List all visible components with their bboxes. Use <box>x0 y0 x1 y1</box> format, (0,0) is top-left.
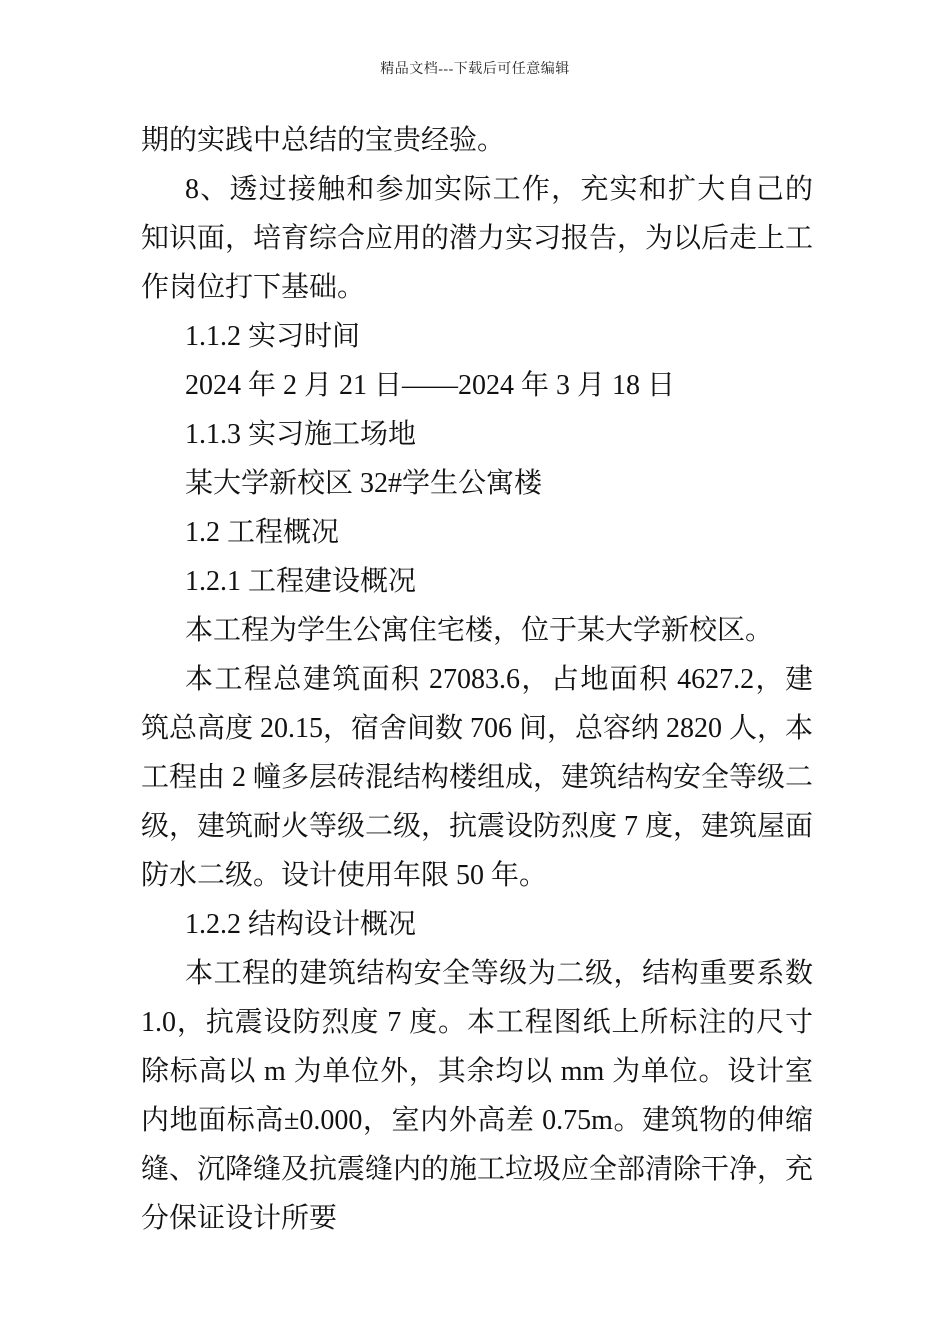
document-body <box>141 116 813 1243</box>
paragraph: 本工程总建筑面积 27083.6，占地面积 4627.2，建筑总高度 20.15，宿舍间数 706 间，总容纳 2820 人，本工程由 2 幢多层砖混结构楼组成，建筑结构安全等级二级，建筑耐火等级二级，抗震设防烈度 7 度，建筑屋面防水二级。设计使用年限 50 年。 <box>141 664 814 891</box>
paragraph: 1.1.3 实习施工场地 <box>185 419 417 450</box>
paragraph: 本工程为学生公寓住宅楼，位于某大学新校区。 <box>185 615 774 646</box>
paragraph: 本工程的建筑结构安全等级为二级，结构重要系数 1.0，抗震设防烈度 7 度。本工程图纸上所标注的尺寸除标高以 m 为单位外，其余均以 mm 为单位。设计室内地面标高±0.000，室内外高差 0.75m。建筑物的伸缩缝、沉降缝及抗震缝内的施工垃圾应全部清除干净，充分保证设计所要 <box>141 958 814 1234</box>
paragraph: 某大学新校区 32#学生公寓楼 <box>185 468 543 499</box>
paragraph: 1.2 工程概况 <box>185 517 340 548</box>
paragraph: 1.2.1 工程建设概况 <box>185 566 417 597</box>
paragraph: 1.1.2 实习时间 <box>185 321 361 352</box>
paragraph: 期的实践中总结的宝贵经验。 <box>141 125 506 156</box>
document-header-note: 精品文档---下载后可任意编辑 <box>380 62 570 77</box>
paragraph: 1.2.2 结构设计概况 <box>185 909 417 940</box>
paragraph: 8、透过接触和参加实际工作，充实和扩大自己的知识面，培育综合应用的潜力实习报告，为以后走上工作岗位打下基础。 <box>141 174 814 303</box>
paragraph: 2024 年 2 月 21 日——2024 年 3 月 18 日 <box>185 370 676 401</box>
